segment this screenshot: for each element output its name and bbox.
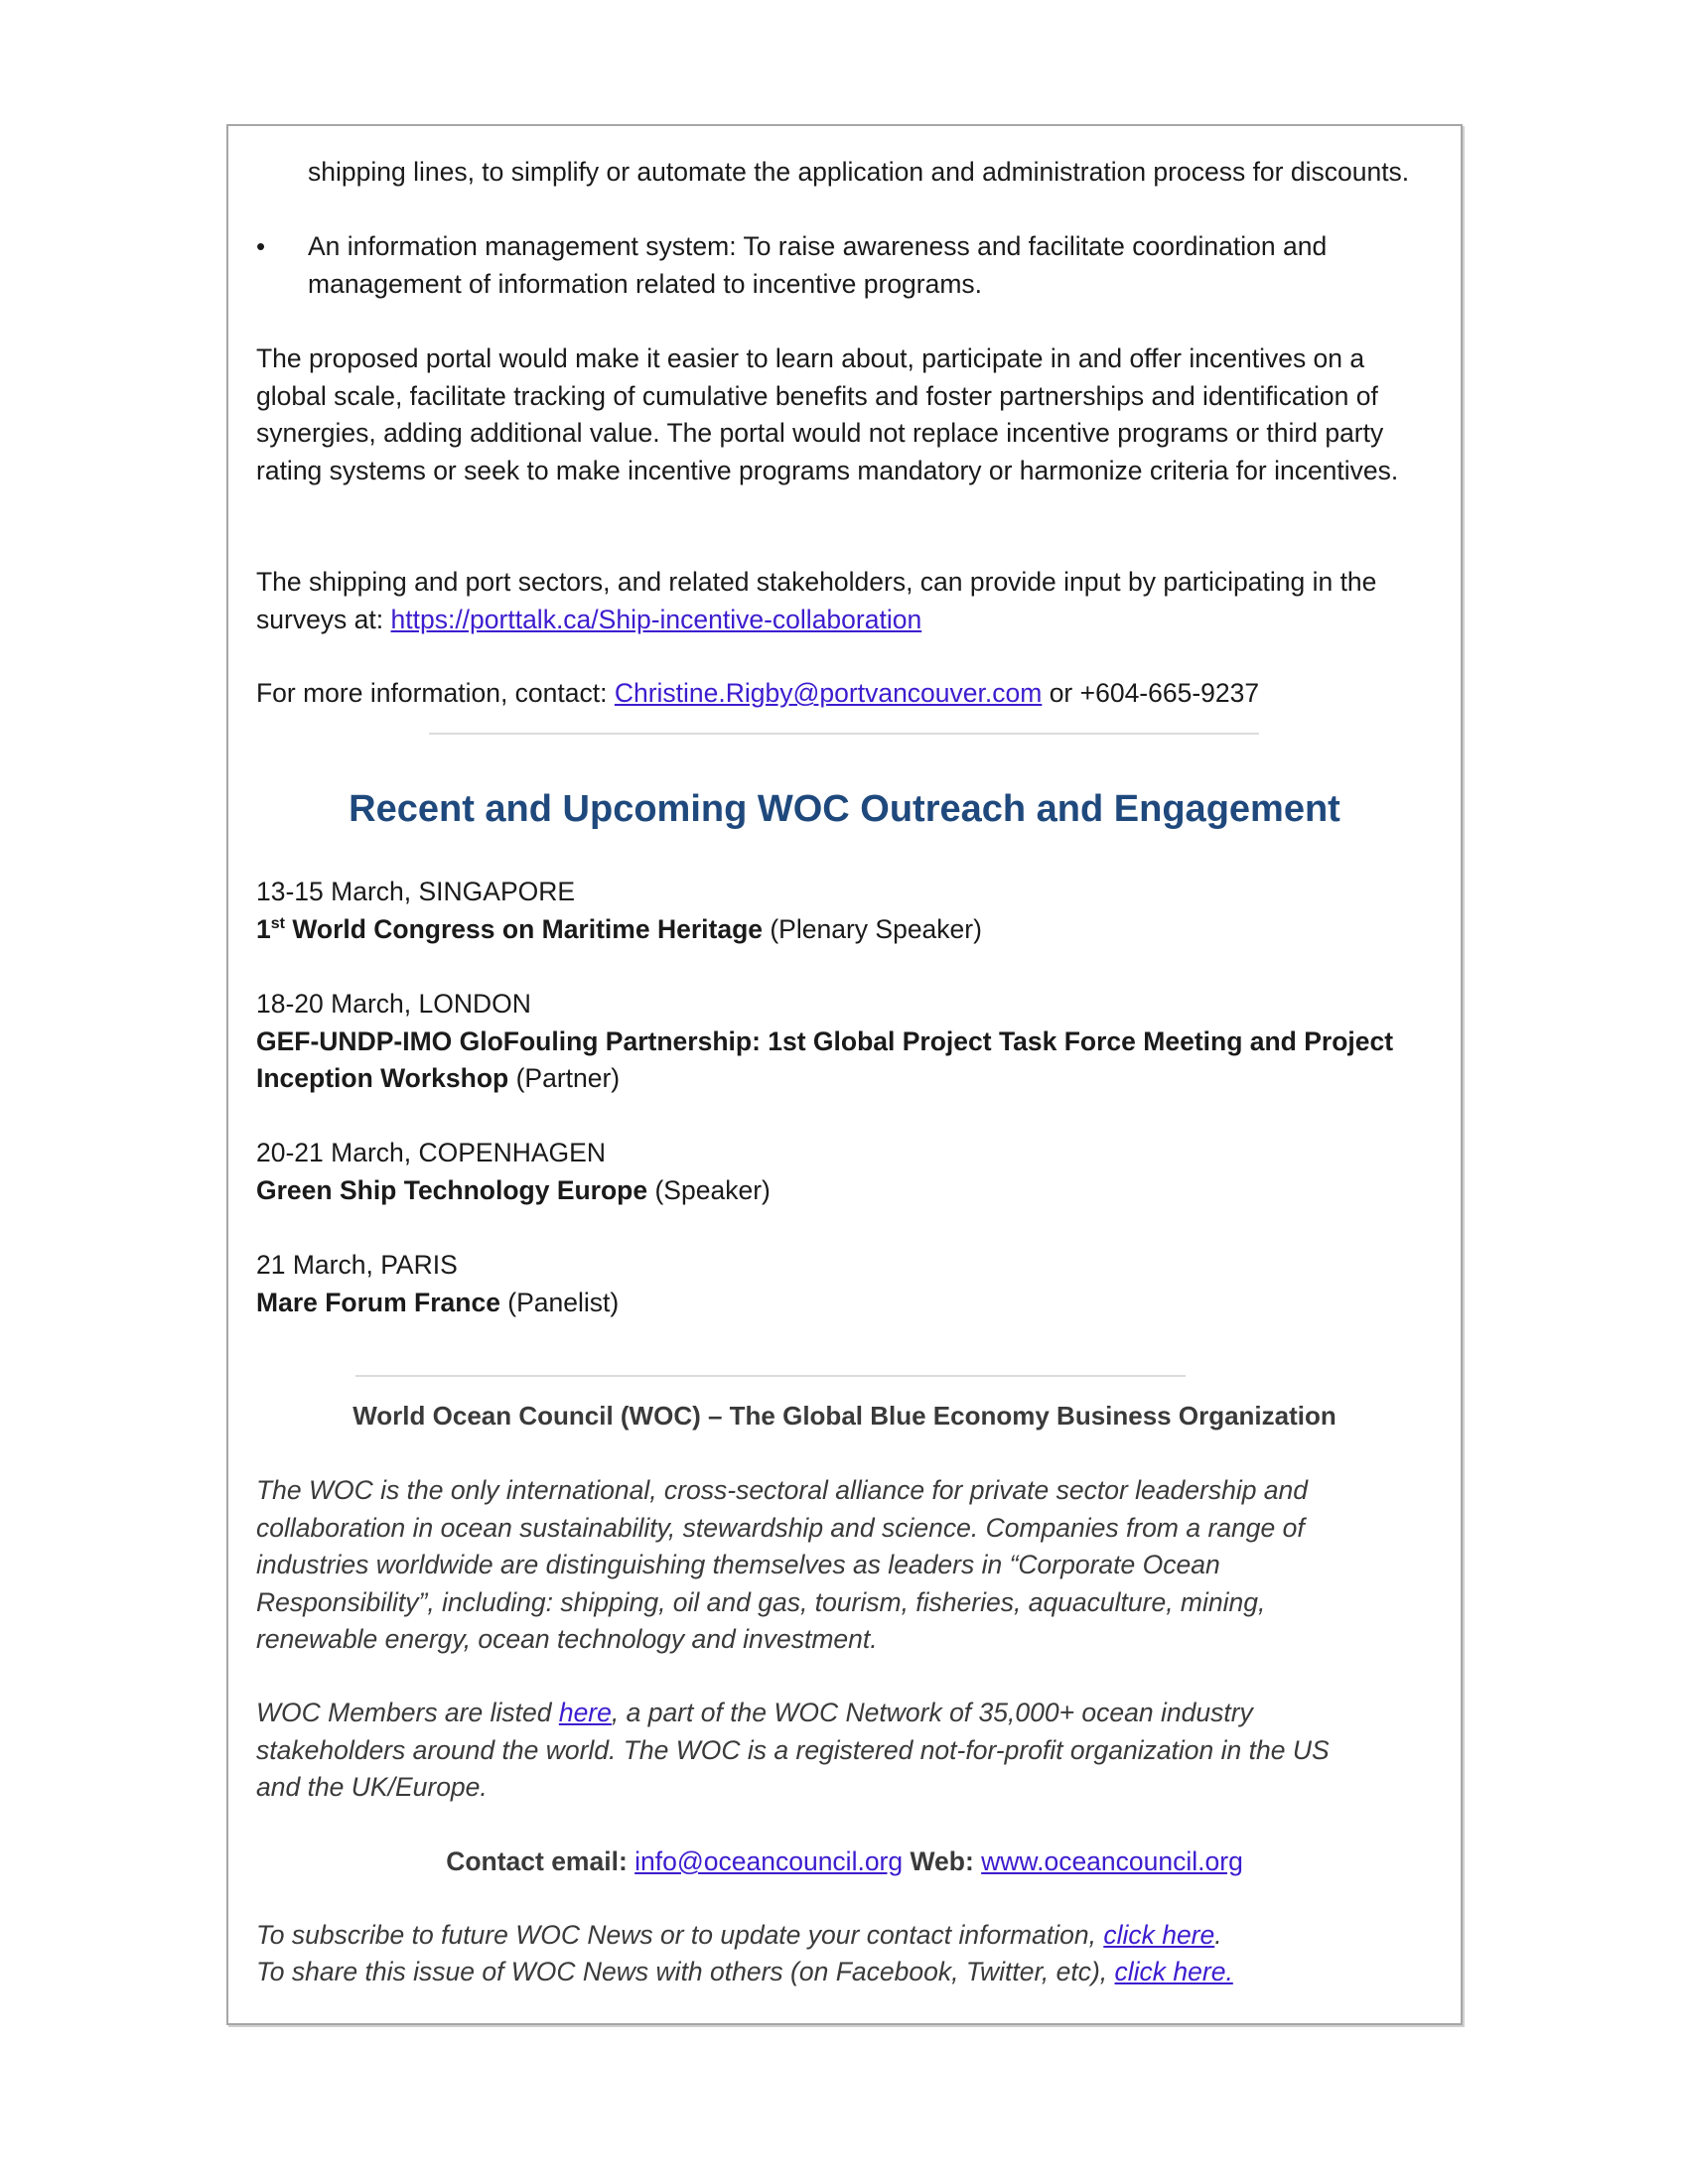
website-link[interactable]: www.oceancouncil.org [981,1846,1243,1876]
event-role: (Panelist) [499,1287,620,1317]
paragraph-surveys [256,564,1433,638]
subscribe-line: To subscribe to future WOC News or to update your contact information, click here. [256,1920,1222,1950]
divider [355,1375,1186,1377]
bullet-icon: • [256,231,266,261]
contact-text: For more information, contact: [256,678,615,708]
event-title: Mare Forum France [256,1287,500,1317]
contact-email-label: Contact email: [446,1846,635,1876]
share-line: To share this issue of WOC News with others (on Facebook, Twitter, etc), click here. [256,1957,1233,1986]
event-role: (Partner) [508,1063,621,1093]
paragraph-contact [256,675,1438,713]
web-label: Web: [903,1846,982,1876]
members-link[interactable]: here [558,1698,612,1727]
bullet-text: An information management system: To raise awareness and facilitate coordination and management of information related to incentive programs. [308,231,1328,299]
event-title-line [256,911,1438,949]
members-paragraph: WOC Members are listed here, a part of the WOC Network of 35,000+ ocean industry stakeholders around the world. The WOC is a registered not-for-profit organization in the US and the UK/Europe. [256,1698,1330,1802]
event-date: 18-20 March, LONDON [256,989,531,1019]
event-title: GEF-UNDP-IMO GloFouling Partnership: 1st Global Project Task Force Meeting and Project Inception Workshop [256,1025,1394,1093]
subscribe-link[interactable]: click here [1103,1920,1215,1950]
event-title: Green Ship Technology Europe [256,1174,648,1205]
event-role: (Plenary Speaker) [763,913,982,944]
info-email-link[interactable]: info@oceancouncil.org [634,1846,904,1876]
paragraph-portal: The proposed portal would make it easier to learn about, participate in and offer incentives on a global scale, facilitate tracking of cumulative benefits and foster partnerships and identification of synergies, adding additional value. The portal would not replace incentive programs or third party rating systems or seek to make incentive programs mandatory or harmonize criteria for incentives. [256,343,1399,485]
contact-line [226,1843,1463,1881]
surveys-text: The shipping and port sectors, and related stakeholders, can provide input by participating in the surveys at: [256,567,1377,634]
survey-link[interactable]: https://porttalk.ca/Ship-incentive-collaboration [390,604,922,634]
contact-email-link[interactable]: Christine.Rigby@portvancouver.com [614,678,1043,708]
section-heading: Recent and Upcoming WOC Outreach and Engagement [349,788,1340,830]
share-link[interactable]: click here. [1114,1957,1233,1986]
event-title-line [256,1024,1433,1098]
event-item [256,1135,1438,1209]
event-item [256,1247,1438,1321]
event-title-line [256,1285,1438,1322]
divider [429,733,1259,735]
event-date: 13-15 March, SINGAPORE [256,877,576,906]
bullet-continuation: shipping lines, to simplify or automate the application and administration process for discounts. [308,157,1410,187]
event-date: 21 March, PARIS [256,1250,458,1280]
event-item [256,874,1438,948]
event-title: 1st World Congress on Maritime Heritage [256,913,763,944]
about-paragraph: The WOC is the only international, cross-sectoral alliance for private sector leadership and collaboration in ocean sustainability, stewardship and science. Companies from a range of industries worldwide are distinguishing themselves as leaders in “Corporate Ocean Responsibility”, including: shipping, oil and gas, tourism, fisheries, aquaculture, mining, renewable energy, ocean technology and investment. [256,1475,1309,1654]
event-date: 20-21 March, COPENHAGEN [256,1138,606,1167]
list-item [256,228,1438,304]
event-role: (Speaker) [647,1174,771,1205]
contact-phone: or +604-665-9237 [1042,678,1260,708]
event-title-line [256,1172,1438,1210]
event-item [256,986,1433,1098]
org-title: World Ocean Council (WOC) – The Global Blue Economy Business Organization [352,1401,1336,1431]
